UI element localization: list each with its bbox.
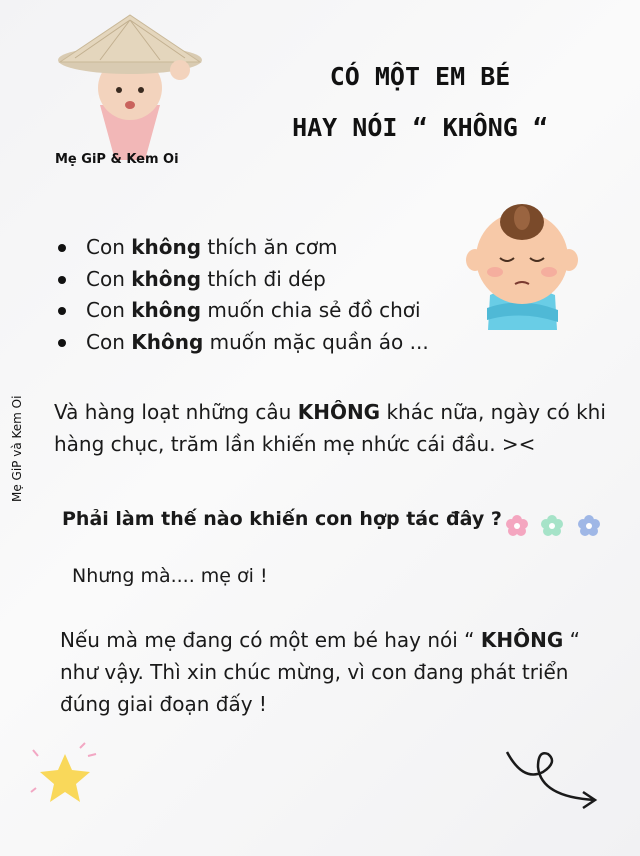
question-heading: Phải làm thế nào khiến con hợp tác đây ? — [62, 508, 502, 530]
paragraph-2: Nhưng mà.... mẹ ơi ! — [72, 565, 268, 587]
paragraph-1: Và hàng loạt những câu KHÔNG khác nữa, ngày có khi hàng chục, trăm lần khiến mẹ nhức cái đầu. >< — [54, 400, 606, 456]
list-item: Con không muốn chia sẻ đồ chơi — [58, 295, 429, 327]
curly-arrow-icon — [503, 742, 603, 814]
flower-icon — [541, 515, 563, 536]
bullet-list — [58, 232, 429, 358]
list-item: Con không thích đi dép — [58, 264, 429, 296]
flower-icon — [506, 515, 528, 536]
paragraph-3: Nếu mà mẹ đang có một em bé hay nói “ KHÔNG “ như vậy. Thì xin chúc mừng, vì con đang phát triển đúng giai đoạn đấy ! — [60, 628, 581, 716]
baby-photo — [55, 10, 205, 160]
flower-icons — [505, 512, 605, 540]
page-title-line1: CÓ MỘT EM BÉ — [329, 62, 511, 91]
list-item: Con không thích ăn cơm — [58, 232, 429, 264]
sleepy-baby-icon — [465, 200, 580, 335]
page-title-line2: HAY NÓI “ KHÔNG “ — [292, 113, 548, 142]
photo-caption: Mẹ GiP & Kem Oi — [55, 152, 179, 167]
flower-icon — [578, 515, 600, 536]
list-item: Con Không muốn mặc quần áo ... — [58, 327, 429, 359]
side-label: Mẹ GiP và Kem Oi — [10, 395, 24, 502]
star-icon — [30, 742, 100, 807]
